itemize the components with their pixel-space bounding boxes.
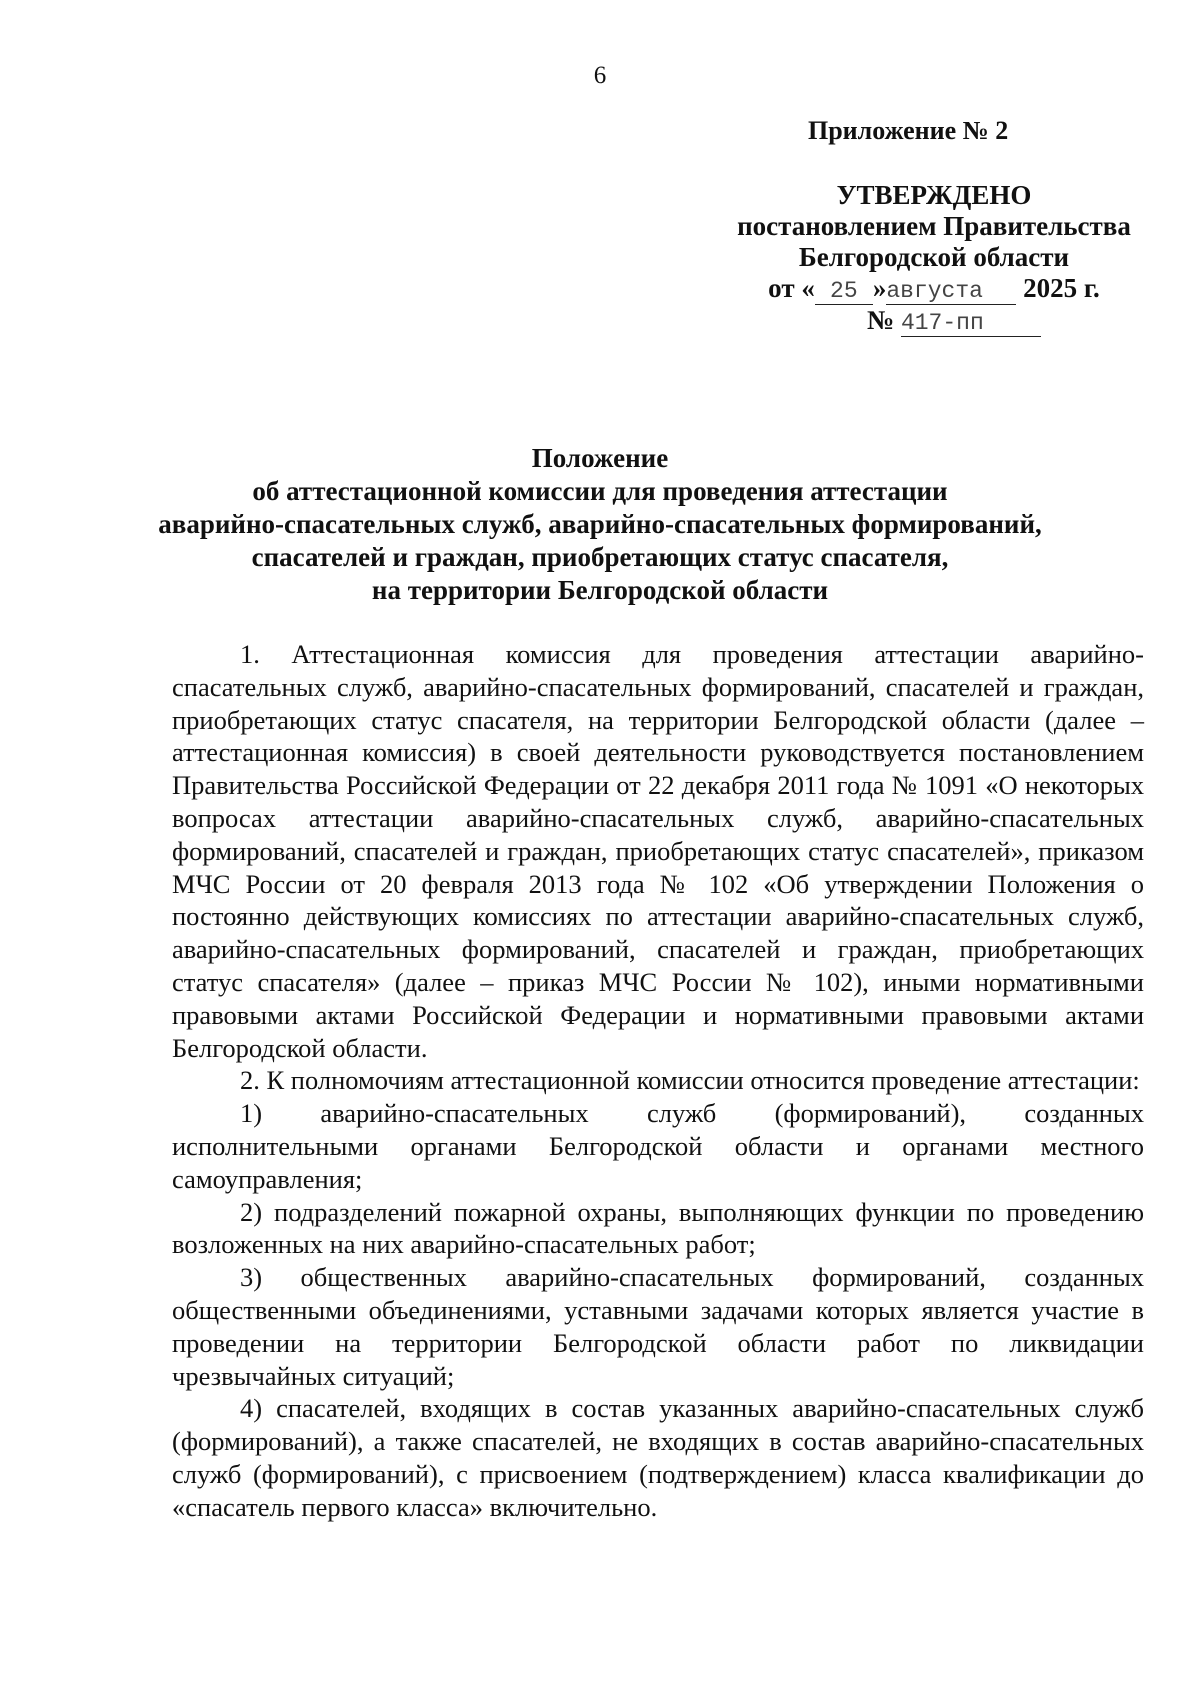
date-month: августа (886, 278, 1016, 305)
approval-date (704, 273, 1164, 305)
date-year: 2025 г. (1023, 273, 1100, 303)
title-line-3: аварийно-спасательных служб, аварийно-спасательных формирований, (158, 509, 1042, 539)
title-line-1: Положение (531, 443, 669, 473)
document-body (172, 638, 1144, 1524)
approval-line-1: постановлением Правительства (737, 211, 1131, 241)
list-item-3: 3) общественных аварийно-спасательных формирований, созданных общественными объединениями, уставными задачами которых является участие в проведении на территории Белгородской области работ по ликвидации чрезвычайных ситуаций; (172, 1262, 1144, 1391)
paragraph-2: 2. К полномочиям аттестационной комиссии относится проведение аттестации: (240, 1065, 1140, 1096)
list-item-4: 4) спасателей, входящих в состав указанных аварийно-спасательных служб (формирований), а также спасателей, не входящих в состав аварийно-спасательных служб (формирований), с присвоением (подтверждением) класса квалификации до «спасатель первого класса» включительно. (172, 1393, 1144, 1522)
document-title (0, 442, 1200, 607)
page-number: 6 (593, 62, 607, 89)
paragraph-1: 1. Аттестационная комиссия для проведения аттестации аварийно-спасательных служб, аварийно-спасательных формирований, спасателей и граждан, приобретающих статус спасателя, на территории Белгородской области (далее – аттестационная комиссия) в своей деятельности руководствуется постановлением Правительства Российской Федерации от 22 декабря 2011 года № 1091 «О некоторых вопросах аттестации аварийно-спасательных служб, аварийно-спасательных формирований, спасателей и граждан, приобретающих статус спасателей», приказом МЧС России от 20 февраля 2013 года № 102 «Об утверждении Положения о постоянно действующих комиссиях по аттестации аварийно-спасательных служб, аварийно-спасательных формирований, спасателей и граждан, приобретающих статус спасателя» (далее – приказ МЧС России № 102), иными нормативными правовыми актами Российской Федерации и нормативными правовыми актами Белгородской области. (172, 639, 1144, 1063)
approved-heading: УТВЕРЖДЕНО (836, 180, 1032, 210)
number-value: 417-пп (901, 310, 1041, 337)
date-day: 25 (815, 278, 873, 305)
title-line-2: об аттестационной комиссии для проведения аттестации (252, 476, 948, 506)
list-item-2: 2) подразделений пожарной охраны, выполняющих функции по проведению возложенных на них аварийно-спасательных работ; (172, 1196, 1144, 1260)
approval-stamp (704, 180, 1164, 337)
approval-number (704, 305, 1164, 337)
number-prefix: № (867, 305, 895, 335)
list-item-1: 1) аварийно-спасательных служб (формирований), созданных исполнительными органами Белгородской области и органами местного самоуправления; (172, 1098, 1144, 1194)
date-prefix: от « (768, 273, 815, 303)
title-line-4: спасателей и граждан, приобретающих статус спасателя, (251, 542, 949, 572)
approval-line-2: Белгородской области (798, 242, 1070, 272)
title-line-5: на территории Белгородской области (371, 575, 829, 605)
appendix-label: Приложение № 2 (808, 116, 1009, 145)
date-mid: » (872, 273, 887, 303)
